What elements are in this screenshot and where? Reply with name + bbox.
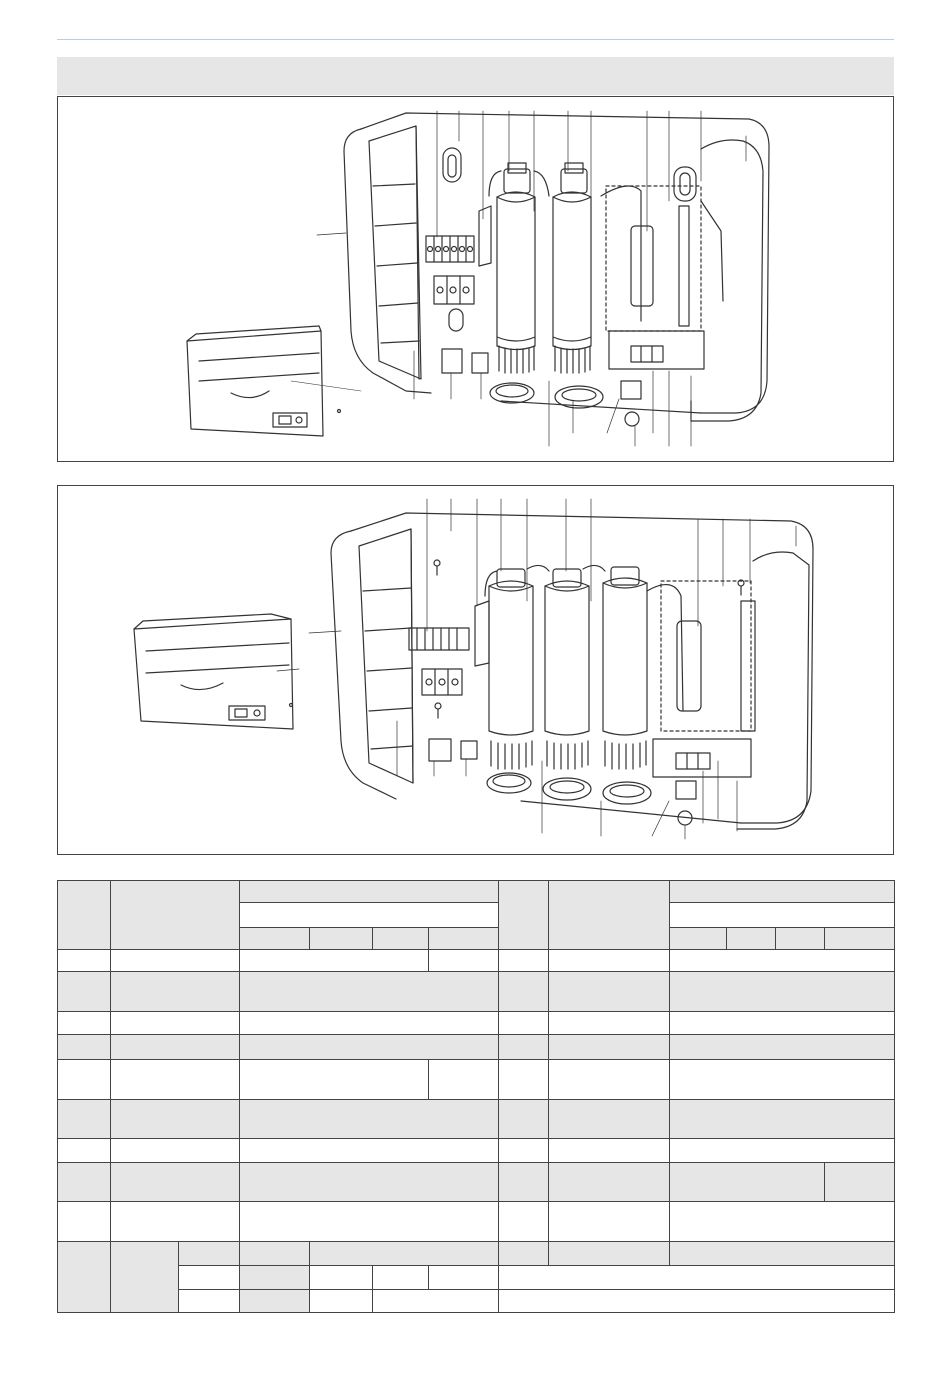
table-cell <box>670 950 895 972</box>
table-cell <box>499 1162 549 1202</box>
table-cell <box>499 1139 549 1162</box>
table-cell <box>429 1266 499 1289</box>
table-cell <box>58 881 111 950</box>
heater-diagram-three-tank <box>58 486 893 854</box>
table-cell <box>111 972 240 1012</box>
table-cell <box>499 881 549 950</box>
table-cell <box>111 1241 179 1312</box>
table-cell <box>240 950 429 972</box>
table-row <box>58 1099 895 1139</box>
table-cell <box>670 1012 895 1035</box>
table-cell <box>310 1289 373 1312</box>
table-cell <box>549 1059 670 1099</box>
table-cell <box>240 1162 499 1202</box>
table-cell <box>240 1035 499 1059</box>
table-cell <box>310 927 373 949</box>
table-cell <box>240 1289 310 1312</box>
table-cell <box>58 1241 111 1312</box>
table-cell <box>373 927 429 949</box>
table-cell <box>58 1012 111 1035</box>
table-cell <box>670 1162 825 1202</box>
table-cell <box>549 1162 670 1202</box>
table-cell <box>499 1241 549 1265</box>
table-cell <box>670 927 727 949</box>
table-cell <box>670 1035 895 1059</box>
table-cell <box>549 972 670 1012</box>
table-cell <box>179 1289 240 1312</box>
table-cell <box>58 1059 111 1099</box>
table-cell <box>499 1289 895 1312</box>
table-cell <box>670 903 895 927</box>
table-cell <box>499 972 549 1012</box>
table-cell <box>549 1241 670 1265</box>
table-cell <box>670 1139 895 1162</box>
table-row <box>58 1266 895 1289</box>
table-row <box>58 1139 895 1162</box>
table-cell <box>670 881 895 903</box>
table-cell <box>549 1139 670 1162</box>
table-cell <box>499 1266 895 1289</box>
table-cell <box>111 1139 240 1162</box>
table-cell <box>670 1202 895 1242</box>
table-row <box>58 1289 895 1312</box>
table-cell <box>373 1266 429 1289</box>
figure-panel-two-tank <box>57 96 894 462</box>
table-cell <box>240 972 499 1012</box>
table-cell <box>240 1139 499 1162</box>
table-cell <box>111 1202 240 1242</box>
table-cell <box>499 1202 549 1242</box>
figure-panel-three-tank <box>57 485 894 855</box>
table-cell <box>549 1035 670 1059</box>
table-cell <box>499 1099 549 1139</box>
table-cell <box>310 1241 499 1265</box>
table-cell <box>549 1099 670 1139</box>
table-cell <box>58 1202 111 1242</box>
table-cell <box>670 1241 895 1265</box>
table-cell <box>499 950 549 972</box>
table-cell <box>670 972 895 1012</box>
table-row <box>58 950 895 972</box>
table-cell <box>549 1012 670 1035</box>
table-cell <box>111 950 240 972</box>
table-cell <box>825 1162 895 1202</box>
table-cell <box>549 881 670 950</box>
heater-diagram-two-tank <box>58 97 893 461</box>
table-cell <box>58 1162 111 1202</box>
table-cell <box>429 927 499 949</box>
table-cell <box>111 1035 240 1059</box>
table-cell <box>240 1059 429 1099</box>
table-cell <box>549 1202 670 1242</box>
table-cell <box>373 1289 499 1312</box>
table-cell <box>58 950 111 972</box>
table-row <box>58 1012 895 1035</box>
table-cell <box>549 950 670 972</box>
table-cell <box>310 1266 373 1289</box>
table-cell <box>429 1059 499 1099</box>
table-cell <box>240 1241 310 1265</box>
table-cell <box>240 1012 499 1035</box>
section-header-bar <box>57 57 894 95</box>
table-cell <box>111 1162 240 1202</box>
table-cell <box>179 1266 240 1289</box>
table-row <box>58 1162 895 1202</box>
table-cell <box>429 950 499 972</box>
table-row <box>58 1241 895 1265</box>
table-row <box>58 1059 895 1099</box>
table-cell <box>240 1202 499 1242</box>
table-cell <box>825 927 895 949</box>
table-cell <box>670 1059 895 1099</box>
table-row <box>58 1202 895 1242</box>
table-cell <box>499 1059 549 1099</box>
table-cell <box>240 881 499 903</box>
table-row <box>58 1035 895 1059</box>
table-cell <box>58 972 111 1012</box>
table-row <box>58 972 895 1012</box>
table-cell <box>111 1099 240 1139</box>
table-cell <box>240 1266 310 1289</box>
table-cell <box>670 1099 895 1139</box>
table-cell <box>499 1012 549 1035</box>
table-cell <box>58 1139 111 1162</box>
spec-table <box>57 880 895 1313</box>
table-cell <box>499 1035 549 1059</box>
table-cell <box>776 927 825 949</box>
table-cell <box>727 927 776 949</box>
table-cell <box>240 1099 499 1139</box>
table-cell <box>240 903 499 927</box>
top-rule <box>57 39 894 40</box>
table-cell <box>111 1012 240 1035</box>
table-cell <box>58 1099 111 1139</box>
table-cell <box>58 1035 111 1059</box>
table-row <box>58 881 895 903</box>
table-cell <box>179 1241 240 1265</box>
table-cell <box>111 881 240 950</box>
table-cell <box>240 927 310 949</box>
table-cell <box>111 1059 240 1099</box>
